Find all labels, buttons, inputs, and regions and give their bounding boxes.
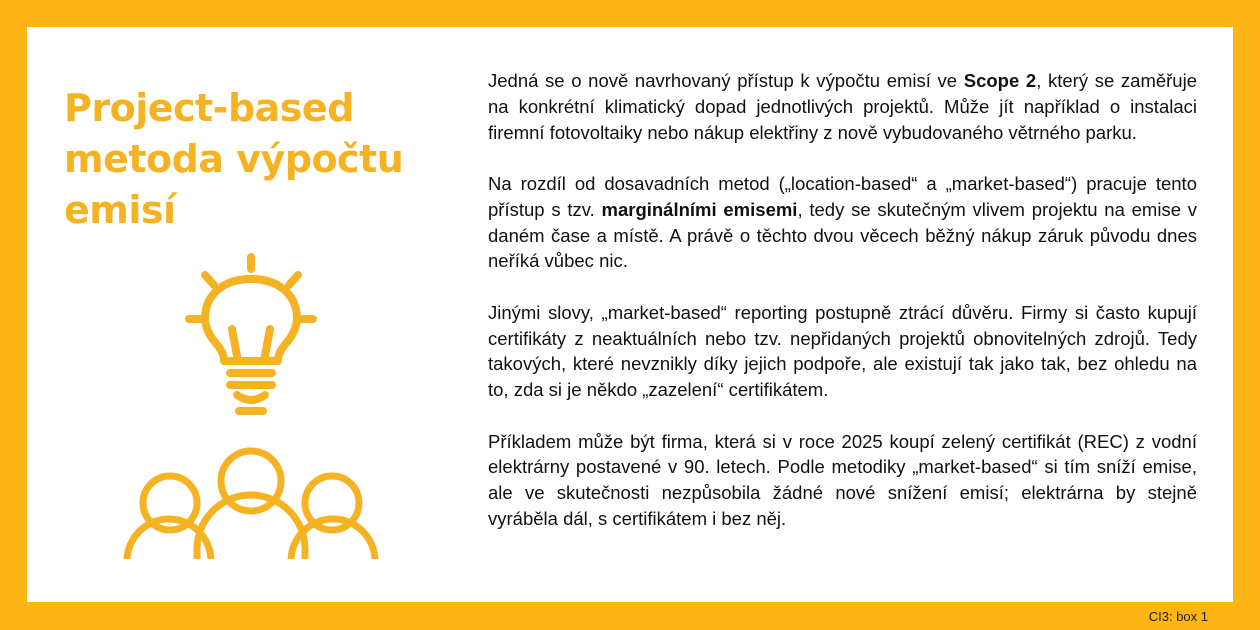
- body-text: [488, 68, 1197, 532]
- info-card: [27, 27, 1233, 602]
- box-label: CI3: box 1: [1148, 609, 1208, 624]
- lightbulb-icon: [189, 257, 313, 411]
- title-line-2: metoda výpočtu: [64, 137, 404, 181]
- title-line-1: Project-based: [64, 86, 354, 130]
- paragraph-2: Na rozdíl od dosavadních metod („location-based“ a „market-based“) pracuje tento přístup s tzv. marginálními emisemi, tedy se skutečným vlivem projektu na emise v daném čase a místě. A právě o těchto dvou věcech běžný nákup záruk původu dnes neříká vůbec nic.: [488, 172, 1197, 272]
- box-title: [64, 83, 424, 236]
- paragraph-4: Příkladem může být firma, která si v roce 2025 koupí zelený certifikát (REC) z vodní elektrárny postavené v 90. letech. Podle metodiky „market-based“ si tím sníží emise, ale ve skutečnosti nezpůsobila žádné nové snížení emisí; elektrárna by stejně vyráběla dál, s certifikátem i bez něj.: [488, 430, 1197, 529]
- illustration: [113, 249, 393, 559]
- title-line-3: emisí: [64, 188, 176, 232]
- people-group-icon: [127, 451, 375, 559]
- bold-marginal-emissions: marginálními emisemi: [601, 198, 798, 220]
- paragraph-1: Jedná se o nově navrhovaný přístup k výpočtu emisí ve Scope 2, který se zaměřuje na konkrétní klimatický dopad jednotlivých projektů. Může jít například o instalaci firemní fotovoltaiky nebo nákup elektřiny z nově vybudovaného větrného parku.: [488, 70, 1197, 143]
- bold-scope-2: Scope 2: [963, 70, 1037, 91]
- paragraph-3: Jinými slovy, „market-based“ reporting postupně ztrácí důvěru. Firmy si často kupují certifikáty z neaktuálních nebo tzv. nepřidaných projektů obnovitelných zdrojů. Tedy takových, které nevznikly díky jejich podpoře, ale existují tak jako tak, bez ohledu na to, zda si je někdo „zazelení“ certifikátem.: [488, 301, 1197, 401]
